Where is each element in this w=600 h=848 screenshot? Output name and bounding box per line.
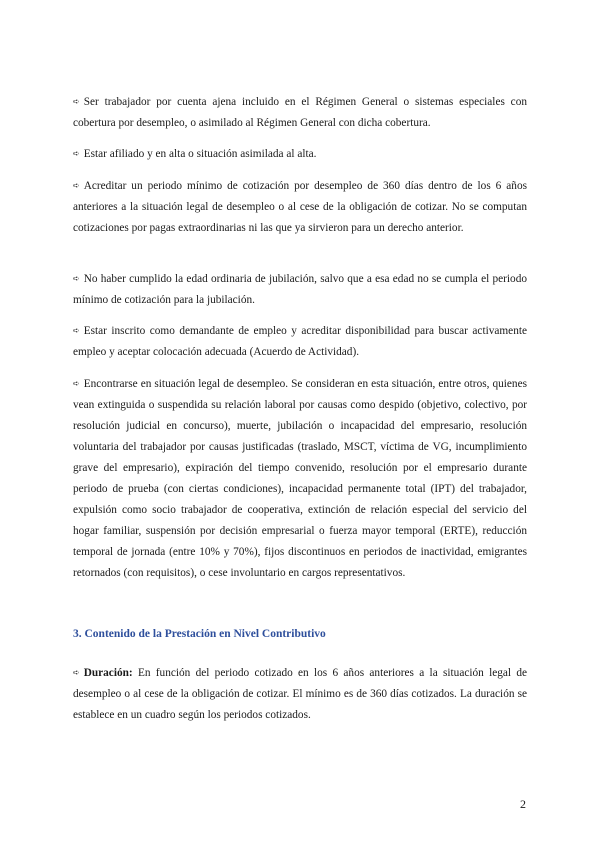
duration-paragraph — [73, 662, 527, 726]
arrow-bullet-icon: ➪ — [73, 149, 80, 158]
requirement-paragraph-3 — [73, 175, 527, 239]
requirement-paragraph-1 — [73, 91, 527, 134]
requirement-paragraph-4 — [73, 268, 527, 311]
section-heading: 3. Contenido de la Prestación en Nivel Contributivo — [73, 628, 326, 640]
requirement-text-4: No haber cumplido la edad ordinaria de jubilación, salvo que a esa edad no se cumpla el periodo mínimo de cotización para la jubilación. — [73, 273, 527, 306]
duration-label: Duración: — [83, 667, 133, 679]
arrow-bullet-icon: ➪ — [73, 97, 80, 106]
requirement-paragraph-5 — [73, 320, 527, 363]
requirement-text-5: Estar inscrito como demandante de empleo y acreditar disponibilidad para buscar activamente empleo y aceptar colocación adecuada (Acuerdo de Actividad). — [73, 325, 527, 358]
page-number: 2 — [520, 797, 526, 811]
arrow-bullet-icon: ➪ — [73, 274, 80, 283]
arrow-bullet-icon: ➪ — [73, 181, 80, 190]
arrow-bullet-icon: ➪ — [73, 379, 80, 388]
requirement-paragraph-6 — [73, 373, 527, 584]
requirement-text-3: Acreditar un periodo mínimo de cotización por desempleo de 360 días dentro de los 6 años anteriores a la situación legal de desempleo o al cese de la obligación de cotizar. No se computan cotizaciones por pagas extraordinarias ni las que ya sirvieron para un derecho anterior. — [73, 180, 527, 234]
requirement-text-6: Encontrarse en situación legal de desempleo. Se consideran en esta situación, entre otros, quienes vean extinguida o suspendida su relación laboral por causas como despido (objetivo, colectivo, por resolución judicial en concurso), muerte, jubilación o incapacidad del empresario, resolución voluntaria del trabajador por causas justificadas (traslado, MSCT, víctima de VG, incumplimiento grave del empresario), expiración del tiempo convenido, resolución por el empresario durante periodo de prueba (con ciertas condiciones), incapacidad permanente total (IPT) del trabajador, expulsión como socio trabajador de cooperativa, extinción de relación especial del servicio del hogar familiar, suspensión por decisión empresarial o fuerza mayor temporal (ERTE), reducción temporal de jornada (entre 10% y 70%), fijos discontinuos en periodos de inactividad, emigrantes retornados (con requisitos), o cese involuntario en cargos representativos. — [73, 378, 527, 579]
arrow-bullet-icon: ➪ — [73, 668, 80, 677]
duration-text: En función del periodo cotizado en los 6 años anteriores a la situación legal de desempleo o al cese de la obligación de cotizar. El mínimo es de 360 días cotizados. La duración se establece en un cuadro según los periodos cotizados. — [73, 667, 527, 721]
requirement-text-2: Estar afiliado y en alta o situación asimilada al alta. — [83, 148, 317, 160]
requirement-paragraph-2 — [73, 143, 527, 165]
requirement-text-1: Ser trabajador por cuenta ajena incluido en el Régimen General o sistemas especiales con cobertura por desempleo, o asimilado al Régimen General con dicha cobertura. — [73, 96, 527, 129]
arrow-bullet-icon: ➪ — [73, 326, 80, 335]
